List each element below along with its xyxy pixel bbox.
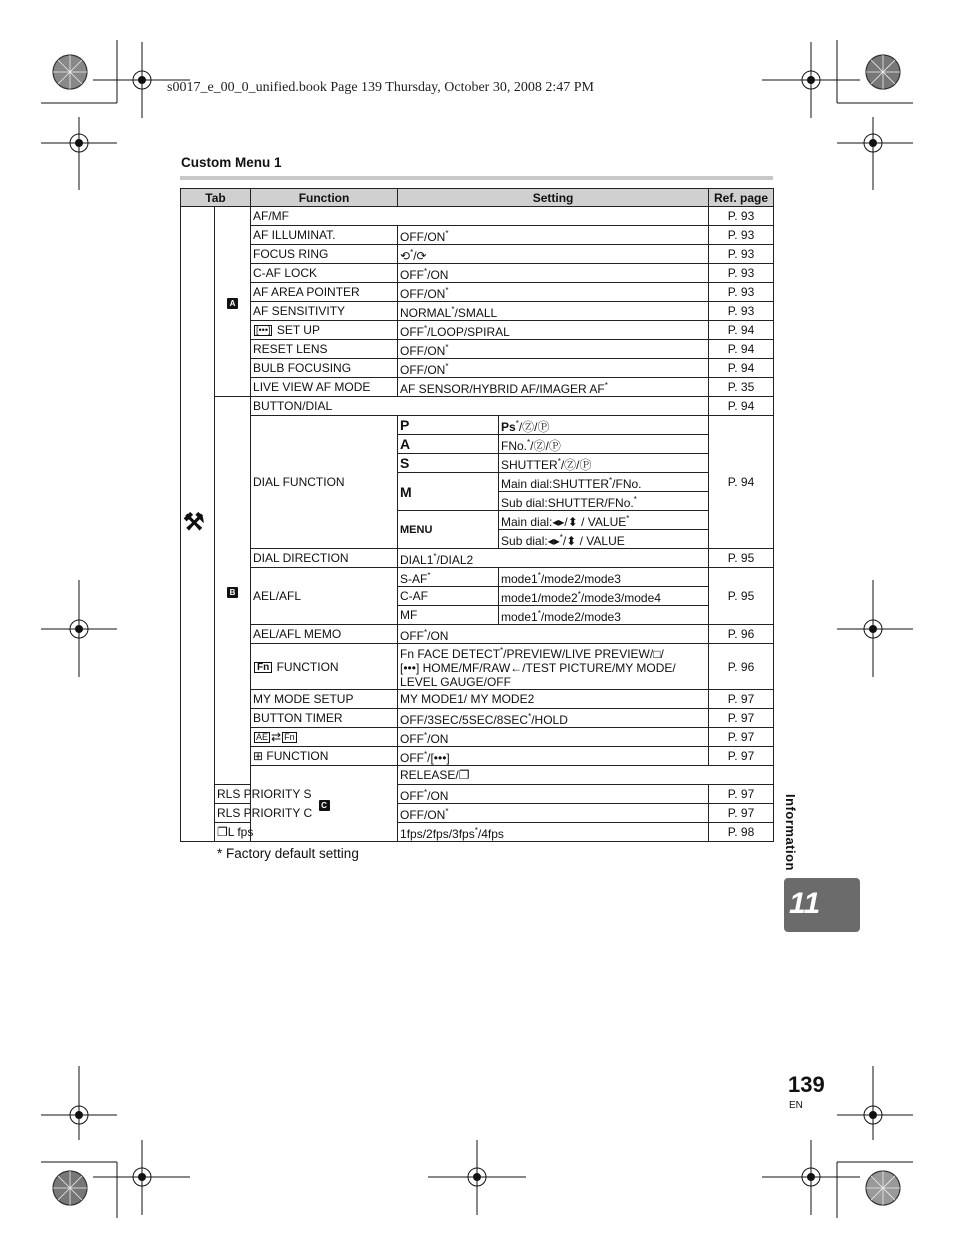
setting-text: S-AF [400, 571, 428, 586]
function-live-view-af: LIVE VIEW AF MODE [251, 378, 398, 397]
table-row [181, 625, 774, 644]
table-row [181, 549, 774, 568]
asterisk: * [537, 608, 541, 618]
program-shift-label: Ps [501, 419, 516, 434]
function-focus-ring: FOCUS RING [251, 245, 398, 264]
ref-button-dial: P. 94 [709, 397, 774, 416]
setting-text: /PREVIEW/LIVE PREVIEW/□/ [503, 647, 664, 661]
setting-reset-lens [398, 340, 709, 359]
function-afmf: AF/MF [251, 207, 709, 226]
setting-text: OFF [400, 750, 425, 765]
asterisk: * [445, 361, 449, 371]
setting-text: /4fps [477, 826, 504, 841]
table-row [181, 283, 774, 302]
setting-text: OFF/ON [400, 286, 446, 301]
setting-text: /⬍ / VALUE [562, 533, 625, 548]
setting-text: /mode3/mode4 [580, 590, 661, 605]
asterisk: * [451, 304, 455, 314]
asterisk: * [445, 228, 449, 238]
mode-menu [398, 511, 499, 549]
subtab-c-cell [251, 766, 398, 842]
asterisk: * [474, 825, 478, 835]
setting-a [499, 435, 709, 454]
function-caf-lock: C-AF LOCK [251, 264, 398, 283]
header-function: Function [251, 189, 398, 207]
swap-arrows-icon: ⇄ [271, 730, 282, 744]
setting-text: Sub dial:◂▸ [501, 533, 560, 548]
setting-ael-fn-swap [398, 728, 709, 747]
setting-text: SHUTTER [501, 457, 558, 472]
ref-setup: P. 94 [709, 321, 774, 340]
ael-saf-label [398, 568, 499, 587]
ref-reset-lens: P. 94 [709, 340, 774, 359]
header-setting: Setting [398, 189, 709, 207]
factory-default-footnote: * Factory default setting [217, 846, 359, 861]
function-reset-lens: RESET LENS [251, 340, 398, 359]
function-rls-priority-s: RLS PRIORITY S [215, 785, 251, 804]
setting-setup [398, 321, 709, 340]
asterisk: * [424, 323, 428, 333]
header-tab: Tab [181, 189, 251, 207]
table-row [181, 766, 774, 785]
asterisk: * [445, 285, 449, 295]
main-tab-cell [181, 207, 215, 842]
table-row [181, 416, 774, 435]
setting-text: /ON [427, 788, 449, 803]
setting-text: /SMALL [454, 305, 498, 320]
setting-p [499, 416, 709, 435]
setting-text: OFF/ON [400, 343, 446, 358]
table-row [181, 397, 774, 416]
ref-dial-direction: P. 95 [709, 549, 774, 568]
setting-grid-function [398, 747, 709, 766]
function-text: FUNCTION [276, 659, 339, 674]
setting-rls-priority-c [398, 804, 709, 823]
setting-text: OFF [400, 731, 425, 746]
setting-m-main [499, 473, 709, 492]
ael-saf-value [499, 568, 709, 587]
table-row [181, 785, 774, 804]
fn-icon: Fn [284, 732, 295, 743]
asterisk: * [515, 418, 519, 428]
setting-text: DIAL1 [400, 552, 434, 567]
ael-caf-label: C-AF [398, 587, 499, 606]
asterisk: * [604, 380, 608, 390]
setting-text: OFF [400, 628, 425, 643]
table-row [181, 359, 774, 378]
chapter-side-label [776, 794, 806, 874]
subtab-c-icon: C [319, 800, 330, 811]
asterisk: * [559, 532, 563, 542]
setting-sequential-fps [398, 823, 709, 842]
function-text: FUNCTION [266, 749, 329, 763]
table-row [181, 245, 774, 264]
setting-text: /mode2/mode3 [540, 609, 621, 624]
exposure-flash-comp-icons: /Ⓩ/Ⓟ [560, 457, 592, 472]
ref-my-mode-setup: P. 97 [709, 690, 774, 709]
asterisk: * [410, 247, 414, 257]
setting-text: NORMAL [400, 305, 452, 320]
ref-bulb-focusing: P. 94 [709, 359, 774, 378]
language-code: EN [789, 1100, 803, 1111]
chapter-tab [784, 878, 860, 932]
function-ael-afl: AEL/AFL [251, 568, 398, 625]
setting-focus-ring [398, 245, 709, 264]
book-header-line: s0017_e_00_0_unified.book Page 139 Thursday, October 30, 2008 2:47 PM [167, 80, 594, 95]
setting-bulb-focusing [398, 359, 709, 378]
setting-text: /LOOP/SPIRAL [427, 324, 510, 339]
asterisk: * [500, 646, 504, 655]
ref-focus-ring: P. 93 [709, 245, 774, 264]
fn-button-icon: Fn [254, 662, 272, 673]
function-ael-fn-swap [251, 728, 398, 747]
function-my-mode-setup: MY MODE SETUP [251, 690, 398, 709]
function-release: RELEASE/❐ [398, 766, 774, 785]
custom-menu-table [180, 188, 774, 842]
asterisk: * [424, 787, 428, 797]
setting-text: Fn FACE DETECT [400, 647, 501, 661]
chapter-number: 11 [789, 887, 821, 920]
setting-text: Main dial:◂▸/⬍ / VALUE [501, 514, 627, 529]
function-grid-function [251, 747, 398, 766]
table-header-row [181, 189, 774, 207]
setting-m-sub [499, 492, 709, 511]
table-row [181, 302, 774, 321]
setting-text: OFF [400, 788, 425, 803]
setting-text: /[•••] [427, 750, 450, 765]
setting-text: OFF/ON [400, 807, 446, 822]
subtab-b-icon: B [227, 587, 238, 598]
setting-text: LEVEL GAUGE/OFF [400, 675, 511, 689]
table-row [181, 747, 774, 766]
function-text: SET UP [276, 323, 320, 337]
setting-text: FNo. [501, 438, 528, 453]
table-row [181, 226, 774, 245]
asterisk: * [577, 589, 581, 599]
setting-af-area-pointer [398, 283, 709, 302]
mode-m: M [398, 473, 499, 511]
ref-caf-lock: P. 93 [709, 264, 774, 283]
header-ref-page: Ref. page [709, 189, 774, 207]
setting-text: /FNo. [612, 476, 642, 491]
mode-a: A [398, 435, 499, 454]
table-row [181, 690, 774, 709]
side-label-text: Information [783, 794, 798, 871]
setting-text: mode1 [501, 609, 538, 624]
asterisk: * [424, 730, 428, 740]
setting-text: /DIAL2 [436, 552, 474, 567]
function-af-sensitivity: AF SENSITIVITY [251, 302, 398, 321]
table-row [181, 378, 774, 397]
ael-mf-value [499, 606, 709, 625]
ref-live-view-af: P. 35 [709, 378, 774, 397]
setting-menu-sub [499, 530, 709, 549]
menu-label: MENU [400, 524, 433, 536]
setting-my-mode-setup: MY MODE1/ MY MODE2 [398, 690, 709, 709]
asterisk: * [424, 627, 428, 637]
wrench-1-icon: ⚒︎ [183, 508, 205, 536]
ref-ael-afl: P. 95 [709, 568, 774, 625]
setting-ael-afl-memo [398, 625, 709, 644]
ref-rls-priority-c: P. 97 [709, 804, 774, 823]
setting-text: mode1 [501, 571, 538, 586]
title-rule [180, 176, 773, 180]
function-button-dial: BUTTON/DIAL [251, 397, 709, 416]
mode-s: S [398, 454, 499, 473]
section-title: Custom Menu 1 [181, 155, 282, 170]
asterisk: * [633, 494, 637, 504]
setting-fn-function [398, 644, 709, 690]
table-row [181, 804, 774, 823]
setting-text: [•••] HOME/MF/RAW←/TEST PICTURE/MY MODE/ [400, 661, 676, 675]
asterisk: * [527, 437, 531, 447]
setting-af-illuminat [398, 226, 709, 245]
setting-text: /HOLD [531, 712, 568, 727]
subtab-a-icon: A [227, 298, 238, 309]
asterisk: * [433, 551, 437, 561]
ref-sequential-fps: P. 98 [709, 823, 774, 842]
setting-live-view-af [398, 378, 709, 397]
function-rls-priority-c: RLS PRIORITY C [215, 804, 251, 823]
setting-text: /ON [427, 731, 449, 746]
asterisk: * [427, 570, 431, 580]
function-bulb-focusing: BULB FOCUSING [251, 359, 398, 378]
asterisk: * [537, 570, 541, 580]
setting-text: OFF [400, 324, 425, 339]
setting-text: /ON [427, 628, 449, 643]
table-row [181, 207, 774, 226]
function-af-illuminat: AF ILLUMINAT. [251, 226, 398, 245]
ref-ael-afl-memo: P. 96 [709, 625, 774, 644]
table-row [181, 568, 774, 587]
setting-text: OFF/ON [400, 229, 446, 244]
setting-text: /ON [427, 267, 449, 282]
asterisk: * [557, 456, 561, 466]
function-dial-function: DIAL FUNCTION [251, 416, 398, 549]
ael-caf-value [499, 587, 709, 606]
function-setup [251, 321, 398, 340]
ref-af-sensitivity: P. 93 [709, 302, 774, 321]
table-row [181, 264, 774, 283]
function-af-area-pointer: AF AREA POINTER [251, 283, 398, 302]
function-fn-function [251, 644, 398, 690]
setting-text: OFF/ON [400, 362, 446, 377]
asterisk: * [445, 342, 449, 352]
ref-dial-function: P. 94 [709, 416, 774, 549]
exposure-flash-comp-icons: /Ⓩ/Ⓟ [518, 419, 550, 434]
setting-text: mode1/mode2 [501, 590, 578, 605]
table-row [181, 644, 774, 690]
mode-p: P [398, 416, 499, 435]
ref-af-illuminat: P. 93 [709, 226, 774, 245]
setting-rls-priority-s [398, 785, 709, 804]
setting-text: AF SENSOR/HYBRID AF/IMAGER AF [400, 381, 605, 396]
ref-afmf: P. 93 [709, 207, 774, 226]
ref-button-timer: P. 97 [709, 709, 774, 728]
function-button-timer: BUTTON TIMER [251, 709, 398, 728]
subtab-a-cell [215, 207, 251, 397]
rotate-cw-icon: /⟳ [413, 248, 427, 263]
exposure-flash-comp-icons: /Ⓩ/Ⓟ [530, 438, 561, 453]
ref-rls-priority-s: P. 97 [709, 785, 774, 804]
asterisk: * [528, 711, 532, 721]
asterisk: * [424, 266, 428, 276]
grid-button-icon: ⊞ [253, 749, 264, 763]
table-row [181, 321, 774, 340]
asterisk: * [609, 475, 613, 485]
setting-text: OFF [400, 267, 425, 282]
setting-text: Main dial:SHUTTER [501, 476, 610, 491]
ael-mf-label: MF [398, 606, 499, 625]
setting-text: 1fps/2fps/3fps [400, 826, 475, 841]
setting-menu-main [499, 511, 709, 530]
ref-ael-fn-swap: P. 97 [709, 728, 774, 747]
asterisk: * [424, 749, 428, 759]
rotate-ccw-icon: ⟲ [400, 248, 411, 263]
function-ael-afl-memo: AEL/AFL MEMO [251, 625, 398, 644]
ael-afl-icon: AE [256, 732, 269, 743]
setting-text: Sub dial:SHUTTER/FNo. [501, 495, 634, 510]
table-row [181, 709, 774, 728]
setting-af-sensitivity [398, 302, 709, 321]
table-row [181, 340, 774, 359]
asterisk: * [626, 513, 630, 523]
ref-fn-function: P. 96 [709, 644, 774, 690]
function-dial-direction: DIAL DIRECTION [251, 549, 398, 568]
function-sequential-fps: ❐L fps [215, 823, 251, 842]
ref-af-area-pointer: P. 93 [709, 283, 774, 302]
asterisk: * [445, 806, 449, 816]
setting-text: OFF/3SEC/5SEC/8SEC [400, 712, 529, 727]
setting-text: /mode2/mode3 [540, 571, 621, 586]
ref-grid-function: P. 97 [709, 747, 774, 766]
table-row [181, 728, 774, 747]
af-target-icon: [•••] [256, 325, 271, 336]
setting-s [499, 454, 709, 473]
subtab-b-cell [215, 397, 251, 785]
setting-dial-direction [398, 549, 709, 568]
setting-button-timer [398, 709, 709, 728]
page-number: 139 [788, 1072, 825, 1097]
setting-caf-lock [398, 264, 709, 283]
